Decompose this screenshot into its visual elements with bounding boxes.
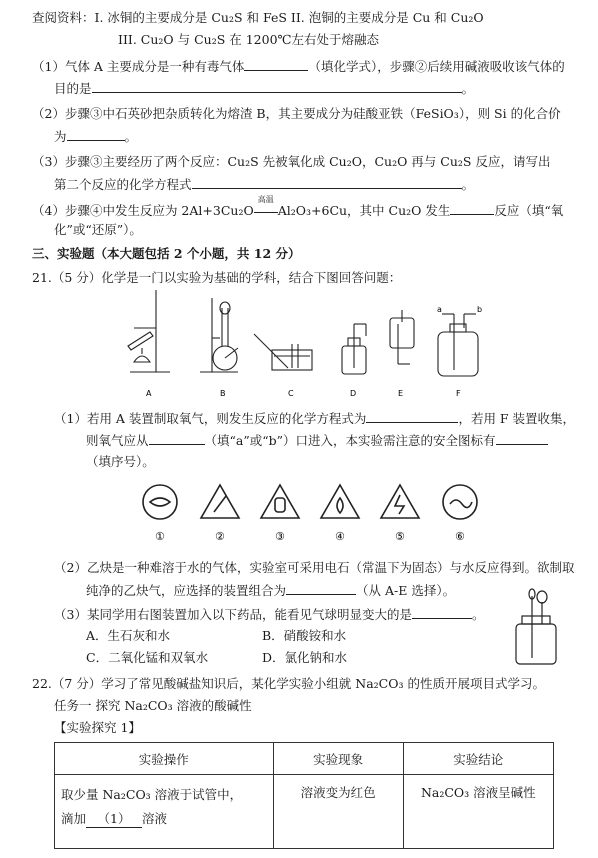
icon-number-5: ⑤ <box>395 530 405 543</box>
answer-blank[interactable] <box>192 176 462 189</box>
apparatus-f-icon <box>438 314 478 376</box>
apparatus-b-icon <box>200 298 238 372</box>
safety-icons-row <box>138 480 498 544</box>
cell-conclusion: Na₂CO₃ 溶液呈碱性 <box>403 775 553 849</box>
header-operation: 实验操作 <box>55 743 274 775</box>
header-conclusion: 实验结论 <box>403 743 553 775</box>
answer-blank[interactable] <box>149 432 205 445</box>
q20-part3-cont: 第二个反应的化学方程式 。 <box>54 177 475 192</box>
q20-part3: （3）步骤③主要经历了两个反应：Cu₂S 先被氧化成 Cu₂O，Cu₂O 再与 Cu₂S 反应，请写出 <box>32 154 551 169</box>
apparatus-label-a: A <box>146 389 152 398</box>
apparatus-label-f: F <box>456 389 461 398</box>
apparatus-figure <box>120 288 500 400</box>
q21-part2: （2）乙炔是一种难溶于水的气体，实验室可采用电石（常温下为固态）与水反应得到。欲制取 <box>54 560 575 575</box>
icon-number-1: ① <box>155 530 165 543</box>
port-a-label: a <box>437 305 442 314</box>
option-c[interactable]: C．二氧化锰和双氧水 <box>86 650 209 665</box>
cell-operation: 取少量 Na₂CO₃ 溶液于试管中， 滴加 （1） 溶液 <box>55 775 274 849</box>
experiment-table <box>54 742 554 849</box>
icon-number-2: ② <box>215 530 225 543</box>
reference-line-2: III. Cu₂O 与 Cu₂S 在 1200℃左右处于熔融态 <box>118 32 380 47</box>
apparatus-label-d: D <box>350 389 357 398</box>
q21-part1-end: （填序号）。 <box>86 454 155 469</box>
q22-intro: 22.（7 分）学习了常见酸碱盐知识后，某化学实验小组就 Na₂CO₃ 的性质开展项目式学习。 <box>32 676 545 691</box>
q21-part1-cont: 则氧气应从 （填“a”或“b”）口进入，本实验需注意的安全图标有 <box>86 432 548 449</box>
header-phenomenon: 实验现象 <box>273 743 403 775</box>
apparatus-label-c: C <box>288 389 294 398</box>
electric-safety-icon <box>381 485 419 518</box>
apparatus-d-icon <box>342 324 366 374</box>
apparatus-label-b: B <box>220 389 226 398</box>
option-d[interactable]: D．氯化钠和水 <box>262 650 348 665</box>
reaction-condition: 高温 <box>254 202 278 213</box>
option-a[interactable]: A．生石灰和水 <box>86 628 171 643</box>
apparatus-label-e: E <box>398 389 404 398</box>
balloon-apparatus-figure <box>508 588 568 668</box>
q20-part4: （4）步骤④中发生反应为 2Al+3Cu₂O 高温 Al₂O₃+6Cu，其中 Cu₂O 发生 反应（填“氧 <box>32 195 564 218</box>
ventilation-safety-icon <box>443 485 477 519</box>
hot-hand-safety-icon <box>261 485 299 518</box>
q20-part4-cont: 化”或“还原”）。 <box>54 222 142 237</box>
answer-blank[interactable] <box>244 58 308 71</box>
goggles-safety-icon <box>143 485 177 519</box>
answer-blank[interactable] <box>450 202 494 215</box>
apparatus-c-icon <box>254 334 312 370</box>
apparatus-e-icon <box>390 310 414 364</box>
task-one-title: 任务一 探究 Na₂CO₃ 溶液的酸碱性 <box>54 698 252 713</box>
q21-part2-cont: 纯净的乙炔气，应选择的装置组合为 （从 A-E 选择）。 <box>86 583 456 598</box>
answer-blank[interactable] <box>366 410 458 423</box>
section-title: 三、实验题（本大题包括 2 个小题，共 12 分） <box>32 246 301 261</box>
cell-phenomenon: 溶液变为红色 <box>273 775 403 849</box>
sharp-object-safety-icon <box>201 485 239 518</box>
apparatus-a-icon <box>128 290 170 372</box>
answer-blank[interactable] <box>496 432 548 445</box>
answer-blank[interactable] <box>92 80 462 93</box>
icon-number-3: ③ <box>275 530 285 543</box>
table-row <box>55 775 554 849</box>
port-b-label: b <box>477 305 483 314</box>
answer-blank[interactable]: （1） <box>86 811 142 828</box>
answer-blank[interactable] <box>286 582 356 595</box>
q20-part2: （2）步骤③中石英砂把杂质转化为熔渣 B，其主要成分为硅酸亚铁（FeSiO₃），则 Si 的化合价 <box>32 106 561 121</box>
option-b[interactable]: B．硝酸铵和水 <box>262 628 347 643</box>
q21-part3: （3）某同学用右图装置加入以下药品，能看见气球明显变大的是 。 <box>54 607 485 622</box>
answer-blank[interactable] <box>67 128 125 141</box>
q21-intro: 21.（5 分）化学是一门以实验为基础的学科，结合下图回答问题： <box>32 270 402 285</box>
experiment-heading: 【实验探究 1】 <box>54 720 141 735</box>
icon-number-4: ④ <box>335 530 345 543</box>
answer-blank[interactable] <box>412 606 472 619</box>
q21-part1: （1）若用 A 装置制取氧气，则发生反应的化学方程式为 ，若用 F 装置收集， <box>54 411 576 426</box>
q20-part1-cont: 目的是 。 <box>54 81 475 96</box>
icon-number-6: ⑥ <box>455 530 465 543</box>
fire-safety-icon <box>321 485 359 518</box>
q20-part1: （1）气体 A 主要成分是一种有毒气体 （填化学式），步骤②后续用碱液吸收该气体的 <box>32 59 565 74</box>
table-header-row <box>55 743 554 775</box>
reference-line-1: 查阅资料：I. 冰铜的主要成分是 Cu₂S 和 FeS II. 泡铜的主要成分是 Cu 和 Cu₂O <box>32 10 484 25</box>
q20-part2-cont: 为 。 <box>54 129 138 144</box>
